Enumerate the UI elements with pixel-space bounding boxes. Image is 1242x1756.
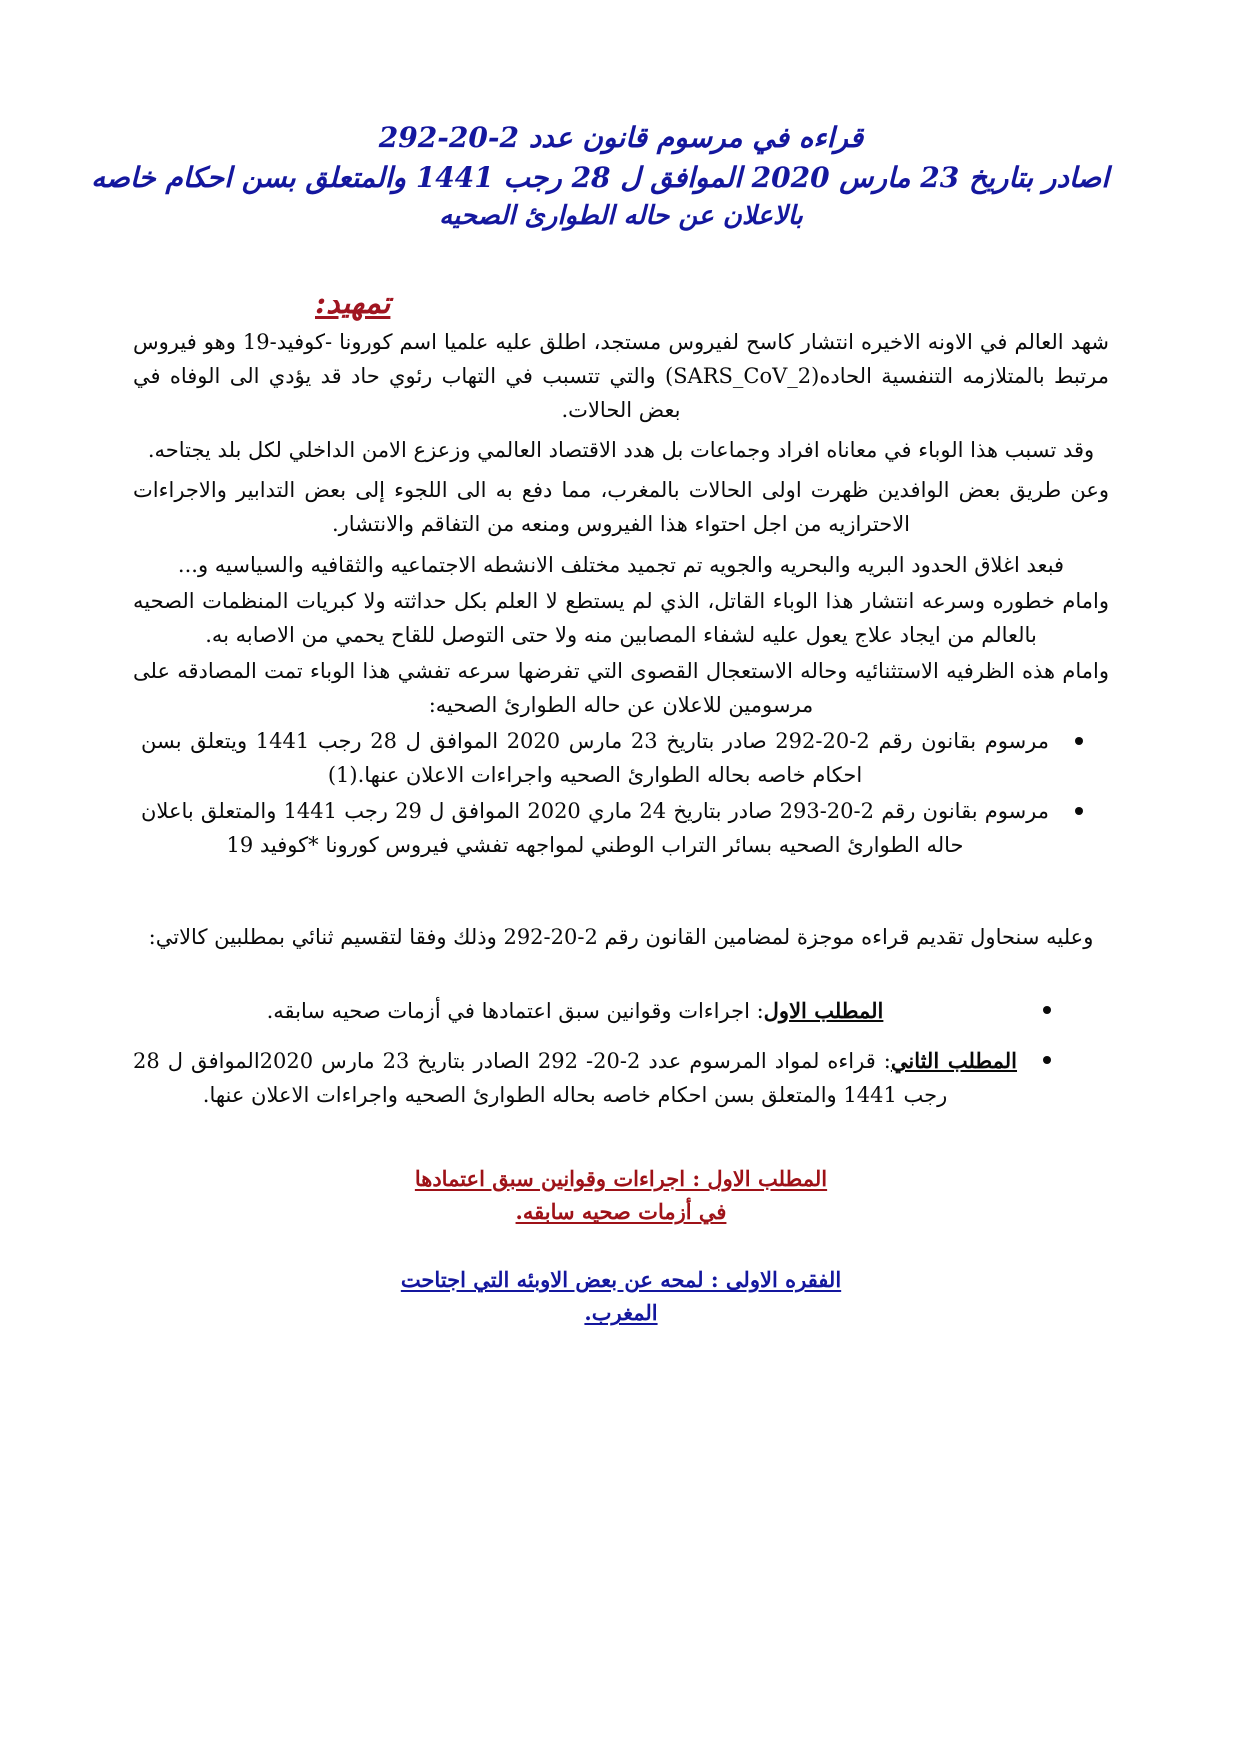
red-heading-line-1: المطلب الاول : اجراءات وقوانين سبق اعتمادها: [414, 1165, 828, 1191]
list-item: [133, 1044, 1109, 1112]
spacer: [133, 960, 1109, 994]
matlab-2-text: قراءه لمواد المرسوم عدد 2-20- 292 الصادر بتاريخ 23 مارس 2020الموافق ل 28 رجب 1441 والمتعلق بسن احكام خاصه بحاله الطوارئ الصحيه واجراءات الاعلان عنها.: [133, 1048, 948, 1107]
decree-list: [133, 724, 1109, 862]
spacer: [133, 1128, 1109, 1162]
blue-heading-line-2: المغرب.: [584, 1300, 658, 1326]
section-heading-blue: [133, 1263, 1109, 1330]
bullet-icon: [1075, 807, 1083, 815]
title-line-3: بالاعلان عن حاله الطوارئ الصحيه: [439, 200, 803, 231]
document-title: [91, 118, 1109, 234]
list-item: [133, 794, 1109, 862]
title-line-1: قراءه في مرسوم قانون عدد 2-20-292: [378, 121, 864, 154]
matlab-2-lead: المطلب الثاني: [890, 1047, 1018, 1073]
matlab-2-separator: :: [883, 1048, 891, 1073]
preface-paragraph-2: وقد تسبب هذا الوباء في معاناه افراد وجماعات بل هدد الاقتصاد العالمي وزعزع الامن الداخلي لكل بلد يجتاحه.: [147, 438, 1095, 463]
matlab-1-lead: المطلب الاول: [763, 997, 884, 1023]
preface-paragraph-6: وامام هذه الظرفيه الاستثنائيه وحاله الاستعجال القصوى التي تفرضها سرعه تفشي هذا الوباء تمت المصادقه على مرسومين للاعلان عن حاله الطوارئ الصحيه:: [133, 658, 1109, 717]
preface-paragraph-4: فبعد اغلاق الحدود البريه والبحريه والجويه تم تجميد مختلف الانشطه الاجتماعيه والثقافيه والسياسيه و...: [177, 552, 1065, 577]
red-heading-line-2: في أزمات صحيه سابقه.: [515, 1199, 727, 1225]
preface-paragraph-1: شهد العالم في الاونه الاخيره انتشار كاسح لفيروس مستجد، اطلق عليه علميا اسم كورونا -كوفيد-19 وهو فيروس مرتبط بالمتلازمه التنفسية الحاده(SARS_CoV_2) والتي تتسبب في التهاب رئوي حاد قد يؤدي الى الوفاه في بعض الحالات.: [133, 330, 1109, 423]
matlab-1-separator: :: [756, 998, 764, 1023]
bullet-icon: [1043, 1006, 1051, 1014]
section-heading-red: [133, 1162, 1109, 1229]
preface-heading: تمهيد:: [315, 286, 391, 322]
spacer: [133, 1229, 1109, 1263]
decree-item-2-text: مرسوم بقانون رقم 2-20-293 صادر بتاريخ 24 ماري 2020 الموافق ل 29 رجب 1441 والمتعلق باعلان حاله الطوارئ الصحيه بسائر التراب الوطني لمواجهه تفشي فيروس كورونا *كوفيد 19: [141, 798, 1050, 857]
list-item: [133, 994, 1109, 1028]
plan-list: [133, 994, 1109, 1112]
list-item: [133, 724, 1109, 792]
decree-item-1-text: مرسوم بقانون رقم 2-20-292 صادر بتاريخ 23 مارس 2020 الموافق ل 28 رجب 1441 ويتعلق بسن احكام خاصه بحاله الطوارئ الصحيه واجراءات الاعلان عنها.(1): [141, 728, 1050, 787]
bullet-icon: [1043, 1056, 1051, 1064]
title-line-2: اصادر بتاريخ 23 مارس 2020 الموافق ل 28 رجب 1441 والمتعلق بسن احكام خاصه: [91, 160, 1109, 194]
blue-heading-line-1: الفقره الاولى : لمحه عن بعض الاوبئه التي اجتاحت: [400, 1266, 842, 1292]
plan-intro-paragraph: وعليه سنحاول تقديم قراءه موجزة لمضامين القانون رقم 2-20-292 وذلك وفقا لتقسيم ثنائي بمطلبين كالاتي:: [148, 924, 1094, 949]
bullet-icon: [1075, 737, 1083, 745]
preface-paragraph-3: وعن طريق بعض الوافدين ظهرت اولى الحالات بالمغرب، مما دفع به الى اللجوء إلى بعض التدابير والاجراءات الاحترازيه من اجل احتواء هذا الفيروس ومنعه من التفاقم والانتشار.: [133, 478, 1109, 537]
preface-paragraph-5: وامام خطوره وسرعه انتشار هذا الوباء القاتل، الذي لم يستطع لا العلم بكل حداثته ولا كبريات المنظمات الصحيه بالعالم من ايجاد علاج يعول عليه لشفاء المصابين منه ولا حتى التوصل للقاح يحمي من الاصابه به.: [133, 588, 1109, 647]
spacer: [133, 864, 1109, 920]
matlab-1-text: اجراءات وقوانين سبق اعتمادها في أزمات صحيه سابقه.: [266, 998, 757, 1023]
